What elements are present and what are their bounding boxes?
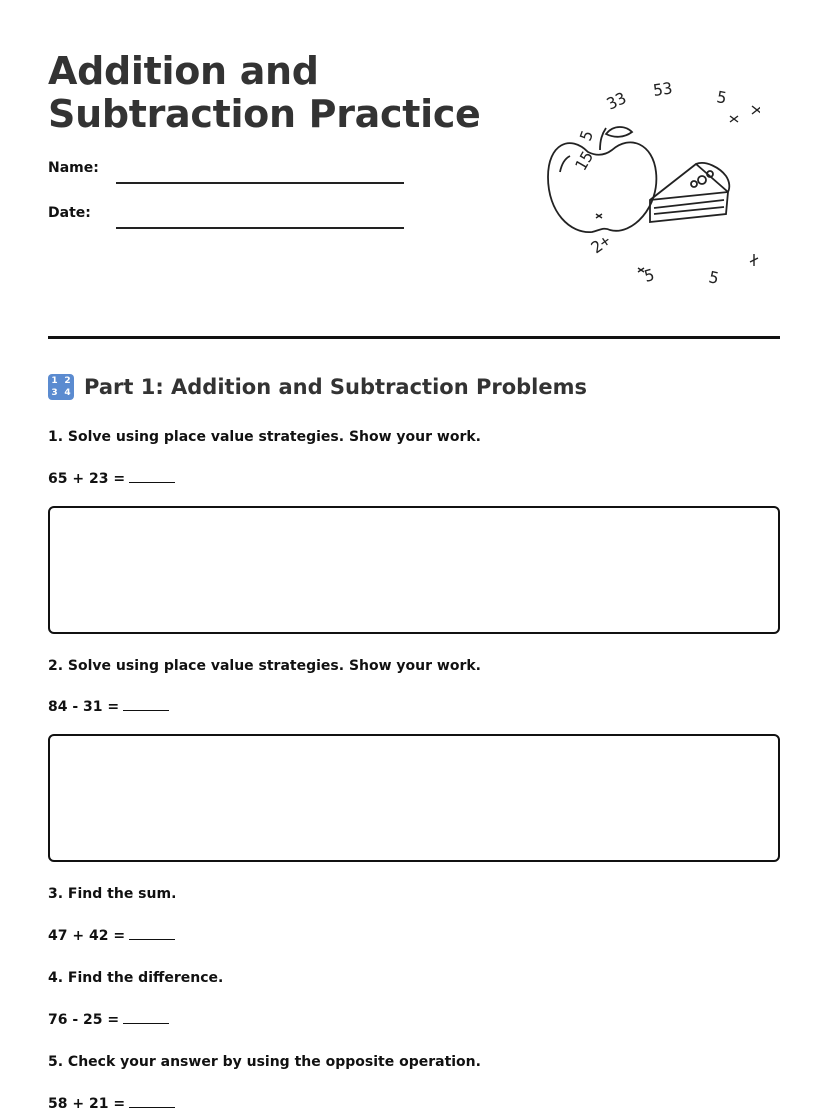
work-box-2[interactable] xyxy=(48,734,780,862)
scribble-text: 5 xyxy=(575,127,598,144)
question-5-equation xyxy=(48,1095,175,1112)
name-line[interactable] xyxy=(116,182,404,184)
section-title xyxy=(48,374,587,400)
apple-pie-illustration xyxy=(530,72,760,292)
name-label: Name: xyxy=(48,160,99,176)
equation-text: 84 - 31 = xyxy=(48,699,120,715)
question-2-equation xyxy=(48,698,169,715)
question-1-equation xyxy=(48,470,175,487)
keycap-1234-icon xyxy=(48,374,74,400)
answer-blank[interactable] xyxy=(129,927,175,940)
apple-icon xyxy=(548,127,656,232)
title-line-2: Subtraction Practice xyxy=(48,92,481,136)
name-field xyxy=(48,160,408,190)
keycap-digit: 1 xyxy=(51,376,58,386)
section-divider xyxy=(48,336,780,339)
scribble-text: 5 xyxy=(715,87,729,108)
question-1-prompt: 1. Solve using place value strategies. Show your work. xyxy=(48,429,481,445)
section-title-text: Part 1: Addition and Subtraction Problems xyxy=(84,375,588,399)
date-line[interactable] xyxy=(116,227,404,229)
scribble-marks xyxy=(596,106,760,272)
equation-text: 47 + 42 = xyxy=(48,928,126,944)
question-4-prompt: 4. Find the difference. xyxy=(48,970,224,986)
answer-blank[interactable] xyxy=(123,1011,169,1024)
keycap-digit: 2 xyxy=(64,376,71,386)
keycap-digit: 4 xyxy=(64,388,71,398)
work-box-1[interactable] xyxy=(48,506,780,634)
title-line-1: Addition and xyxy=(48,49,319,93)
date-label: Date: xyxy=(48,205,91,221)
scribble-text: 15 xyxy=(571,147,598,174)
equation-text: 65 + 23 = xyxy=(48,471,126,487)
scribble-text: 33 xyxy=(603,88,630,114)
question-3-prompt: 3. Find the sum. xyxy=(48,886,177,902)
date-field xyxy=(48,205,408,235)
question-2-prompt: 2. Solve using place value strategies. Show your work. xyxy=(48,658,481,674)
equation-text: 58 + 21 = xyxy=(48,1096,126,1112)
keycap-digit: 3 xyxy=(51,388,58,398)
scribble-text: 5 xyxy=(707,267,721,288)
question-4-equation xyxy=(48,1011,169,1028)
question-5-prompt: 5. Check your answer by using the opposite operation. xyxy=(48,1054,481,1070)
answer-blank[interactable] xyxy=(123,698,169,711)
worksheet-page xyxy=(48,0,780,1118)
answer-blank[interactable] xyxy=(129,1095,175,1108)
answer-blank[interactable] xyxy=(129,470,175,483)
equation-text: 76 - 25 = xyxy=(48,1012,120,1028)
scribble-text: 5 xyxy=(642,265,657,286)
page-title xyxy=(48,50,481,136)
pie-slice-icon xyxy=(650,163,729,222)
scribble-text: 2+ xyxy=(587,230,615,258)
question-3-equation xyxy=(48,927,175,944)
scribble-text: 53 xyxy=(651,78,674,100)
